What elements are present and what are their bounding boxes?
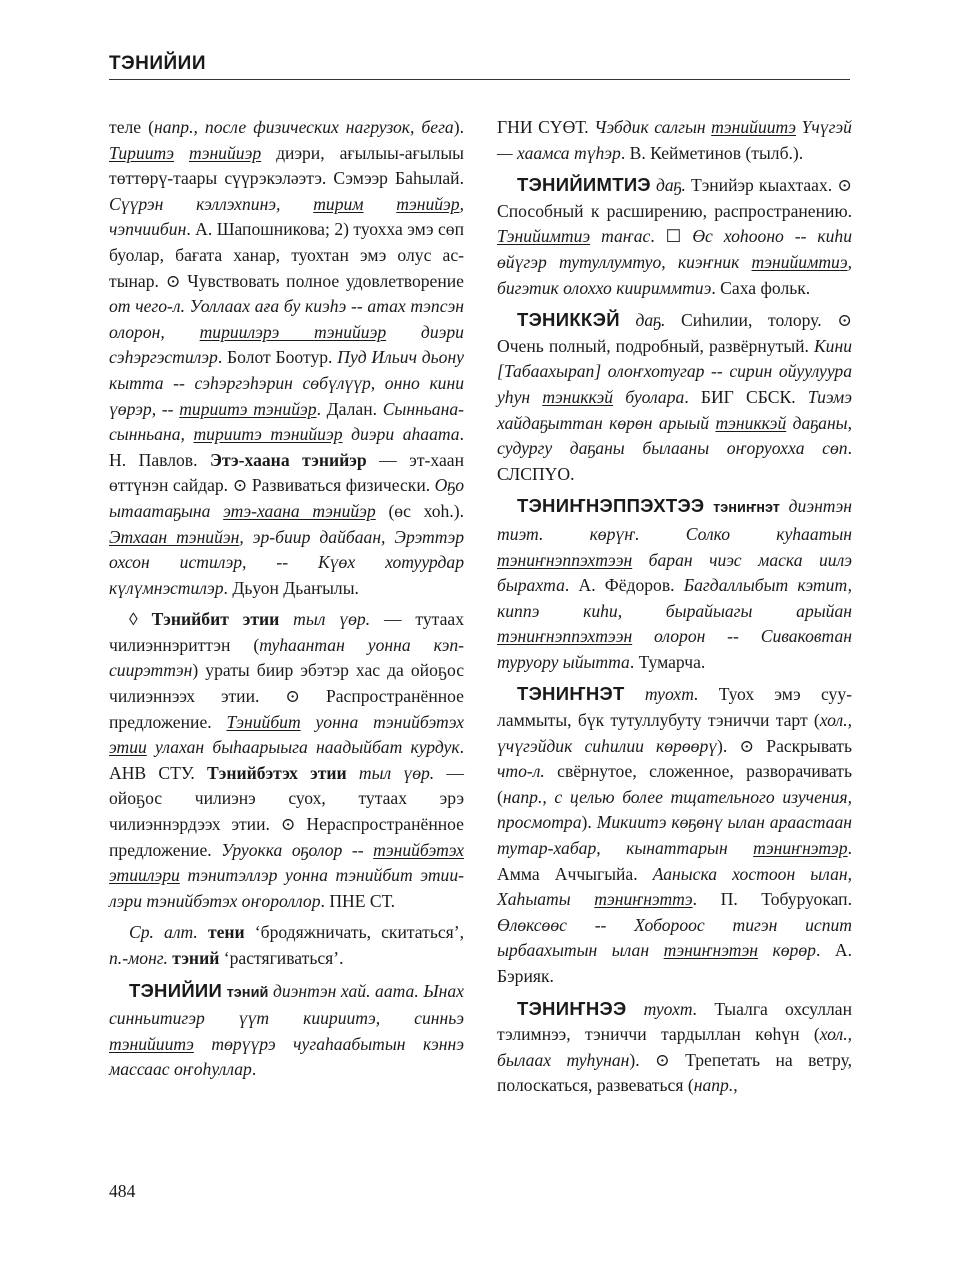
text-run: Сүүрэн кэллэхпинэ,	[109, 193, 314, 214]
text-run: Ааныска хостоон ылан, Хаһыаты	[497, 863, 852, 910]
text-run: . Болот Боотур.	[217, 347, 338, 368]
text-run: Сиһилии, толору. ⊙ Очень полный, подробный, развёрнутый.	[497, 310, 853, 356]
running-head: ТЭНИЙИИ	[109, 53, 206, 74]
text-run	[198, 922, 208, 942]
text-run: , эр-биир дайбаан, Эрэттэр охсон истилэр, -- Күөх хотуурдар күлүмнэстилэр	[109, 526, 464, 598]
example-keyword: Тэнийбит	[226, 711, 301, 732]
example-keyword: этэ-хаана тэнийэр	[223, 500, 376, 521]
example-keyword: тэниҥнэттэ	[594, 889, 693, 910]
example-keyword: тириитэ тэнийиэр	[193, 424, 343, 445]
example-keyword: Тириитэ	[109, 142, 175, 163]
text-run: даҕ.	[619, 310, 666, 331]
text-run: Сынньана-сынньана,	[109, 398, 464, 445]
example-keyword: тириилэрэ тэнийиэр	[199, 321, 387, 342]
example-keyword: тэнийбэтэх этиилэри	[109, 839, 464, 886]
source-word: тэниҥнэт	[713, 500, 780, 517]
text-run: диэри аһаата	[342, 424, 460, 445]
entry-paragraph	[109, 920, 464, 971]
text-run: . ☐	[650, 226, 693, 247]
text-run: Тыалга охсуллан тэлимнээ, тэниччи тардыллан көһүн (	[497, 998, 852, 1045]
text-run	[174, 143, 189, 163]
text-run: Ср. алт.	[129, 922, 198, 943]
text-run: . Дьуон Дьаҥылы.	[223, 577, 359, 598]
headword: ТЭНИҤНЭППЭХТЭЭ	[517, 495, 705, 517]
text-run: тыл үөр.	[279, 609, 371, 630]
text-run: ). ⊙ Трепетать на ветру, полоскаться, развеваться (	[497, 1049, 852, 1096]
headword: ТЭНИЙИИ	[129, 979, 223, 1001]
text-run: Тэнийэр кыахтаах. ⊙ Способный к расширению, распространению.	[497, 175, 853, 221]
headword: ТЭНИҤНЭЭ	[517, 997, 627, 1019]
text-run: . ПНЕ СТ.	[320, 890, 395, 911]
text-run: от чего-л. Уоллаах аға бу киэһэ -- атах тэпсэн олорон,	[109, 296, 464, 342]
example-keyword: этии	[109, 737, 147, 758]
bold-term: Тэнийбит этии	[151, 609, 280, 630]
text-run: , бигэтик олоххо киириммтиэ	[497, 251, 852, 298]
entry-paragraph	[497, 115, 852, 166]
text-run: даҕаны, судургу даҕаны былааны оҥоруоххa сөп	[497, 412, 852, 459]
text-run: — тутаах чилиэннэриттэн (	[109, 609, 464, 655]
headword: ТЭНИЙИМТИЭ	[517, 174, 651, 196]
text-run: диэри сэһэргэстилэр	[109, 321, 464, 368]
text-run: Чэбдик салгын	[594, 117, 712, 137]
example-keyword: тириитэ тэнийэр	[179, 398, 317, 419]
entry-paragraph	[109, 607, 464, 914]
text-run: туохт.	[624, 684, 699, 705]
entry-paragraph	[497, 493, 852, 675]
example-keyword: тэниҥнэппэхтээн	[497, 626, 633, 647]
text-run: напр., после физических нагрузок, бега	[153, 117, 454, 137]
text-run: баран чиэс маска иилэ быраxта	[497, 549, 852, 596]
text-run: даҕ.	[650, 175, 686, 196]
text-run: . Далан.	[316, 398, 383, 419]
text-run: ‘бродяжничать, скитаться’,	[244, 922, 465, 943]
text-run: , чэпчиибин	[109, 193, 464, 240]
example-keyword: тэниккэй	[715, 412, 787, 433]
text-run: Тиэмэ хайдаҕыттан көрөн арыый	[497, 386, 852, 433]
text-run: . А. Бэрияк.	[497, 940, 852, 986]
text-run: көрөр	[758, 940, 816, 961]
example-keyword: тэнийиитэ	[711, 117, 797, 137]
text-run: ГНИ СҮӨТ.	[497, 117, 595, 137]
text-run: ). ⊙ Раскрывать	[717, 735, 852, 756]
bold-term: Тэнийбэтэх этии	[207, 762, 347, 783]
text-run: ) ураты биир эбэтэр хас да ойоҕос чилиэннээх этии. ⊙ Распространённое предложение.	[109, 660, 464, 732]
text-run: . АНВ СТУ.	[109, 737, 464, 783]
example-keyword: тэниҥнэппэхтээн	[497, 549, 633, 570]
text-run: Өлөксөөс -- Хобороос тигэн испит ырбаахытын ылан	[497, 914, 852, 961]
entry-paragraph	[497, 996, 852, 1099]
text-run: ).	[453, 117, 464, 137]
text-run: что-л.	[497, 761, 545, 782]
text-run: . А. Шапошникова; 2) туохха эмэ сөп буолар, бағата ханар, туохтан эмэ олус астынар. ⊙ Чувствовать полное удовлетворение	[109, 219, 464, 291]
text-run: — эт-хаан өттүнэн сайдар. ⊙ Развиваться физически.	[109, 449, 464, 496]
example-keyword: тэнийиитэ	[109, 1033, 194, 1054]
text-run: теле (	[109, 117, 154, 137]
text-run: (өс хоһ.).	[375, 500, 465, 521]
text-run: . БИГ СБСК.	[684, 386, 808, 407]
example-keyword: тэнийэр	[396, 193, 460, 214]
text-run: ‘растягиваться’.	[219, 948, 344, 968]
text-run: туһаантан уонна кэпсиирэттэн	[109, 634, 464, 681]
headword: ТЭНИҤНЭТ	[517, 683, 625, 705]
source-word: тэний	[226, 984, 269, 1001]
text-run: туохт.	[626, 998, 698, 1019]
text-run: . Саха фольк.	[711, 277, 811, 298]
entry-paragraph	[109, 115, 464, 601]
text-run: диэнтэн хай. аата. Ынах синньитигэр үүт киириитэ, синньэ	[109, 980, 464, 1029]
entry-paragraph	[497, 307, 852, 487]
right-column	[497, 115, 852, 1099]
text-run: . Амма Аччыгыйа.	[497, 838, 852, 884]
text-run: Кини [Табаахырап] олоҥхотугар -- сирин ойуулуура уһун	[497, 335, 852, 407]
text-run: диэри, ағылыы-ағылыы төттөрү-таары сүүрэкэләэтэ. Сэмээр Баһылай.	[109, 142, 464, 189]
text-run: ).	[581, 812, 597, 833]
bold-term: тени	[207, 922, 245, 943]
text-run: . А. Фёдоров.	[564, 575, 684, 596]
text-run	[364, 194, 397, 214]
text-run: Үчүгэй — хаамса түһэр	[497, 117, 852, 163]
text-run: — ойоҕос чилиэнэ суох, тутаах эрэ чилиэннэрдээх этии. ⊙ Нераспространённое предложение.	[109, 762, 464, 860]
text-run: Микиитэ көҕөнү ылан араастаан тутар-хабар, кынаттарын	[497, 812, 853, 859]
text-run: хол., үчүгэйдик сиһилии көрөөрү	[497, 710, 852, 756]
text-run: хол., былаах туһунан	[497, 1024, 852, 1070]
example-keyword: Тэнийимтиэ	[497, 226, 591, 247]
text-run: олорон -- Сиваковтан туруору ыйытта	[497, 626, 852, 672]
example-keyword: тэниҥнэтэн	[663, 940, 758, 961]
text-run: . Н. Павлов.	[109, 424, 464, 470]
left-column	[109, 115, 464, 1083]
text-run: напр.,	[693, 1075, 738, 1096]
example-keyword: тирим	[313, 193, 364, 214]
header-rule	[109, 79, 850, 80]
text-run: свёрнутое, сложенное, разворачивать (	[497, 761, 852, 807]
bold-term: тэний	[172, 948, 220, 968]
text-run: Багдаллыбыт кэтит, киппэ киһи, бырайыагы арыйан	[497, 575, 852, 621]
text-run	[704, 496, 713, 516]
text-run: Туох эмэ сууламмыты, бүк тутуллубуту тэниччи тарт (	[497, 684, 852, 731]
text-run: ◊	[129, 609, 152, 630]
text-run: төрүүрэ чугаһаабытын кэннэ массаас оҥоһуллар	[109, 1033, 464, 1080]
text-run: п.-монг.	[109, 948, 168, 968]
headword: ТЭНИККЭЙ	[517, 309, 620, 331]
text-run: .	[251, 1059, 257, 1080]
text-run: . В. Кейметинов (тылб.).	[620, 142, 804, 163]
bold-term: Этэ-хаана тэнийэр	[210, 449, 367, 470]
text-run: . Тумарча.	[629, 651, 706, 672]
text-run: . П. Тобуруокап.	[692, 889, 852, 910]
text-run: диэнтэн тиэт. көрүҥ. Солко куһаатын	[497, 496, 852, 544]
example-keyword: тэниккэй	[542, 386, 614, 407]
page-number: 484	[109, 1181, 136, 1201]
text-run: уонна тэнийбэтэх	[300, 711, 464, 732]
entry-paragraph	[497, 681, 852, 989]
text-run: улахан быһаарыыга наадыйбат курдук	[146, 737, 460, 758]
text-run: напр., с целью более тщательного изучения, просмотра	[497, 786, 852, 833]
text-run: Пуд Ильич дьону кытта -- сэһэргэһэрин сөбүлүүр, онно кини үөрэр, --	[109, 347, 464, 419]
text-run: . СЛСПҮО.	[497, 438, 852, 484]
text-run: Оҕо ытаатаҕына	[109, 475, 464, 521]
text-run: Өс хоһооно -- киһи өйүгэр тутуллумтуо, киэҥник	[497, 226, 853, 272]
example-keyword: тэнийиэр	[188, 142, 262, 163]
example-keyword: тэнийимтиэ	[751, 251, 848, 272]
text-run: Уруокка оҕолор --	[221, 839, 374, 860]
entry-paragraph	[497, 172, 852, 301]
entry-paragraph	[109, 978, 464, 1083]
example-keyword: Этхаан тэнийэн	[109, 526, 240, 547]
text-run: таҥас	[590, 226, 651, 247]
text-run: буолара	[613, 386, 685, 407]
text-run: тыл үөр.	[346, 762, 435, 783]
text-run: тэнитэллэр уонна тэнийбит этиилэри тэнийбэтэх оҥороллор	[109, 865, 464, 911]
example-keyword: тэниҥнэтэр	[753, 838, 848, 859]
